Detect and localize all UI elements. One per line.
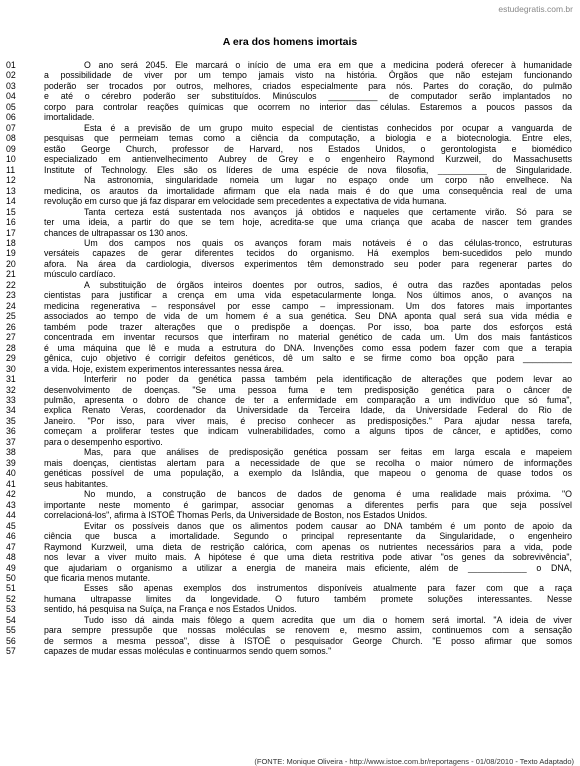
text-line (6, 238, 572, 248)
document-title: A era dos homens imortais (222, 36, 358, 48)
text-line (6, 123, 572, 133)
text-line (6, 81, 572, 91)
text-line (6, 322, 572, 332)
line-text: Interferir no poder da genética passa também pela identificação de alterações que podem levar ao (84, 374, 572, 385)
text-line (6, 228, 572, 238)
line-number: 13 (6, 185, 16, 196)
line-number: 12 (6, 175, 16, 186)
text-line (6, 332, 572, 342)
line-text: Tudo isso dá ainda mais fôlego a quem acredita que um dia o homem será imortal. "A ideia de viver (84, 614, 572, 625)
text-line (6, 60, 572, 70)
line-text: pulmão, apresenta o dobro de chance de ter a enfermidade em comparação a um indivíduo que só fuma", (44, 395, 572, 405)
text-line (6, 259, 572, 269)
line-number: 15 (6, 206, 16, 217)
text-line (6, 416, 572, 426)
text-line (6, 489, 572, 499)
line-text: especializado em antienvelhecimento Aubrey de Grey e o engenheiro Raymond Kurzweil, do Massachusetts (44, 154, 572, 165)
text-line (6, 594, 572, 604)
line-number: 02 (6, 70, 16, 81)
line-number: 04 (6, 91, 16, 102)
text-line (6, 207, 572, 217)
line-number: 29 (6, 353, 16, 364)
line-text: Janeiro. "Por isso, para viver mais, é preciso conhecer as predisposições." Para ajudar nessa tarefa, (44, 415, 572, 426)
text-line (6, 196, 572, 206)
line-text: ter uma ideia, a partir do que se tem hoje, acredita-se que uma criança que acaba de nascer tem grandes (44, 217, 572, 228)
line-text: imortalidade. (44, 112, 95, 123)
line-text: começam a proliferar testes que indicam vulnerabilidades, como a alguns tipos de câncer, e aptidões, como (44, 426, 572, 437)
text-line (6, 112, 572, 122)
text-line (6, 311, 572, 321)
text-line (6, 269, 572, 279)
line-number: 43 (6, 499, 16, 510)
text-line (6, 154, 572, 164)
line-number: 42 (6, 489, 16, 500)
text-line (6, 458, 572, 468)
text-line (6, 301, 572, 311)
line-number: 53 (6, 604, 16, 615)
text-line (6, 395, 572, 405)
line-text: A substituição de órgãos inteiros doentes por outros, sadios, é outra das razões apontadas pelos (84, 279, 572, 290)
line-text: No mundo, a construção de bancos de dados de genoma é uma realidade mais próxima. "O (84, 489, 572, 500)
text-line (6, 604, 572, 614)
text-line (6, 646, 572, 656)
line-text: medicina regenerativa – responsável por esse campo – impressionam. Um dos fatores mais importantes (44, 300, 572, 311)
line-number: 08 (6, 133, 16, 144)
line-number: 47 (6, 541, 16, 552)
line-number: 54 (6, 614, 16, 625)
line-text: músculo cardíaco. (44, 269, 116, 280)
text-line (6, 186, 572, 196)
line-text: estão George Church, professor de Harvard, nos Estados Unidos, o gerontologista e biomédico (44, 143, 572, 154)
line-text: O ano será 2045. Ele marcará o início de uma era em que a medicina poderá oferecer à humanidade (84, 60, 572, 70)
numbered-text (6, 60, 572, 657)
line-text: para o desempenho esportivo. (44, 436, 163, 447)
line-number: 11 (6, 164, 16, 175)
line-text: Na astronomia, singularidade nomeia um lugar no espaço onde um corpo não envelhece. Na (84, 175, 572, 186)
line-text: que ajudariam o organismo a utilizar a energia de maneira mais eficiente, além de ____________ o DNA, (44, 562, 572, 573)
text-line (6, 521, 572, 531)
line-number: 55 (6, 625, 16, 636)
line-number: 39 (6, 457, 16, 468)
line-text: para sempre pressupõe que nossas moléculas se renovem e, mesmo assim, continuemos com a sensação (44, 625, 572, 636)
text-line (6, 385, 572, 395)
line-number: 30 (6, 363, 16, 374)
line-number: 52 (6, 593, 16, 604)
line-number: 22 (6, 279, 16, 290)
line-text: versáteis capazes de gerar diferentes tecidos do organismo. Há exemplos bem-sucedidos pelo mundo (44, 248, 572, 259)
text-line (6, 500, 572, 510)
line-number: 07 (6, 122, 16, 133)
text-line (6, 542, 572, 552)
line-number: 50 (6, 572, 16, 583)
line-number: 49 (6, 562, 16, 573)
text-line (6, 353, 572, 363)
line-number: 36 (6, 426, 16, 437)
line-text: Um dos campos nos quais os avanços foram mais notáveis é o das células-tronco, estruturas (84, 237, 572, 248)
line-text: genéticas possível de uma população, a exemplo da Islândia, que mapeou o genoma de quase todos os (44, 468, 572, 479)
line-number: 05 (6, 101, 16, 112)
line-number: 16 (6, 217, 16, 228)
text-line (6, 447, 572, 457)
line-text: corpo para controlar reações químicas que ocorrem no interior das células. Estaremos a poucos passos da (44, 101, 572, 112)
text-line (6, 165, 572, 175)
line-number: 38 (6, 447, 16, 458)
text-line (6, 290, 572, 300)
line-text: medicina, os arautos da imortalidade afirmam que ela nada mais é do que uma consequência real de uma (44, 185, 572, 196)
line-text: desenvolvimento de doenças. "Se uma pessoa fuma e tem predisposição genética para o câncer de (44, 384, 572, 395)
text-line (6, 175, 572, 185)
text-line (6, 563, 572, 573)
line-text: Tanta certeza está sustentada nos avanços já obtidos e naqueles que certamente virão. Só para se (84, 206, 572, 217)
text-line (6, 343, 572, 353)
source-citation: (FONTE: Monique Oliveira - http://www.istoe.com.br/reportagens - 01/08/2010 - Texto Adaptado) (254, 757, 574, 766)
line-text: importante neste momento é garimpar, associar genomas a diferentes perfis para que seja possível (44, 499, 572, 510)
text-line (6, 437, 572, 447)
line-number: 33 (6, 395, 16, 405)
line-number: 21 (6, 269, 16, 280)
text-line (6, 364, 572, 374)
line-number: 01 (6, 60, 16, 70)
text-line (6, 144, 572, 154)
text-line (6, 405, 572, 415)
line-text: que ficaria menos mutante. (44, 572, 151, 583)
line-number: 09 (6, 143, 16, 154)
line-number: 35 (6, 415, 16, 426)
line-number: 24 (6, 300, 16, 311)
line-text: Esses são apenas exemplos dos instrumentos disponíveis atualmente para fazer com que a raça (84, 583, 572, 594)
text-line (6, 468, 572, 478)
line-number: 26 (6, 321, 16, 332)
line-number: 34 (6, 405, 16, 416)
text-line (6, 573, 572, 583)
line-text: a vida. Hoje, existem experimentos interessantes nessa área. (44, 363, 285, 374)
text-line (6, 625, 572, 635)
line-number: 40 (6, 468, 16, 479)
line-text: gênica, cujo objetivo é corrigir defeitos genéticos, dê um salto e se firme como boa opção para __________ (44, 353, 572, 364)
text-line (6, 91, 572, 101)
line-text: pesquisas que permeiam temas como a ciência da computação, a biologia e a biotecnologia. Entre eles, (44, 133, 572, 144)
line-number: 48 (6, 552, 16, 563)
text-line (6, 102, 572, 112)
text-line (6, 636, 572, 646)
text-line (6, 70, 572, 80)
text-line (6, 615, 572, 625)
line-text: chances de ultrapassar os 130 anos. (44, 227, 188, 238)
line-text: associados ao tempo de vida de um homem é a sua genética. Seu DNA aponta qual será sua vida média e (44, 311, 572, 322)
line-text: Esta é a previsão de um grupo muito especial de cientistas conhecidos por ocupar a vanguarda de (84, 122, 572, 133)
text-line (6, 531, 572, 541)
line-number: 41 (6, 478, 16, 489)
line-text: poderão ser trocados por outros, melhores, criados especialmente para nós. Partes do coração, do pulmão (44, 80, 572, 91)
line-number: 57 (6, 646, 16, 657)
line-text: Evitar os possíveis danos que os alimentos podem causar ao DNA também é um ponto de apoio da (84, 520, 572, 531)
site-watermark: estudegratis.com.br (498, 4, 573, 14)
line-number: 23 (6, 290, 16, 301)
line-text: sentido, há pesquisa na Suíça, na França e nos Estados Unidos. (44, 604, 297, 615)
line-number: 32 (6, 384, 16, 395)
line-text: concentrada em inventar recursos que interfiram no material genético de cada um. Um dos mais fantásticos (44, 332, 572, 343)
line-text: ciência que busca a imortalidade. Segundo o principal representante da Singularidade, o engenheiro (44, 531, 572, 542)
line-number: 45 (6, 520, 16, 531)
line-text: cientistas para justificar a crença em uma vida espetacularmente longa. Nos últimos anos, o avanços na (44, 290, 572, 301)
text-line (6, 479, 572, 489)
line-number: 27 (6, 332, 16, 343)
line-number: 37 (6, 436, 16, 447)
line-text: explica Renato Veras, coordenador da Universidade da Terceira Idade, da Universidade Federal do Rio de (44, 405, 572, 416)
line-text: nos levar a viver muito mais. A hipótese é que uma dieta restritiva pode ativar "os genes da sobrevivência", (44, 552, 572, 563)
line-text: é uma máquina que lê e muda a estrutura do DNA. Invenções como essa podem fazer com que a terapia (44, 342, 572, 353)
line-text: mais doenças, cientistas alertam para a necessidade de que se recolha o maior número de informações (44, 457, 572, 468)
line-text: revolução em curso que já faz disparar em velocidade sem precedentes a expectativa de vida humana. (44, 196, 447, 207)
line-number: 20 (6, 258, 16, 269)
line-text: também pode trazer alterações que o predispõe a doenças. Por isso, boa parte dos esforços está (44, 321, 572, 332)
line-text: capazes de mudar essas moléculas e continuarmos sendo quem somos." (44, 646, 332, 657)
line-number: 03 (6, 80, 16, 91)
line-text: afora. Na área da cardiologia, diversos experimentos têm demonstrado seu poder para regenerar partes do (44, 258, 572, 269)
line-number: 19 (6, 248, 16, 259)
line-text: Mas, para que análises de predisposição genética possam ser feitas em larga escala e mapeiem (84, 447, 572, 458)
line-number: 18 (6, 237, 16, 248)
line-number: 51 (6, 583, 16, 594)
line-text: e até o cérebro poderão ser substituídos. Minúsculos __________ de computador serão implantados no (44, 91, 572, 102)
line-number: 17 (6, 227, 16, 238)
line-number: 46 (6, 531, 16, 542)
text-line (6, 280, 572, 290)
line-text: de sermos a mesma pessoa", disse à ISTOÉ o pesquisador George Church. "E posso afirmar que somos (44, 635, 572, 646)
text-line (6, 217, 572, 227)
line-text: Raymond Kurzweil, uma dieta de restrição calórica, com apenas os nutrientes necessários para a vida, pode (44, 541, 572, 552)
text-line (6, 374, 572, 384)
line-text: correlacioná-los", afirma à ISTOÉ Thomas Perls, da Universidade de Boston, nos Estados Unidos. (44, 510, 428, 521)
line-text: seus habitantes. (44, 478, 109, 489)
text-line (6, 552, 572, 562)
line-number: 25 (6, 311, 16, 322)
text-line (6, 583, 572, 593)
line-text: humana ultrapasse limites da longevidade. O futuro também promete soluções interessantes. Nesse (44, 593, 572, 604)
text-line (6, 248, 572, 258)
line-number: 14 (6, 196, 16, 207)
line-text: a possibilidade de viver por um tempo jamais visto na história. Órgãos que não estejam funcionando (44, 70, 572, 81)
line-number: 56 (6, 635, 16, 646)
line-text: Institute of Technology. Eles são os líderes de uma espécie de nova filosofia, __________ de Singularidade. (44, 164, 572, 175)
line-number: 10 (6, 154, 16, 165)
line-number: 44 (6, 510, 16, 521)
line-number: 28 (6, 342, 16, 353)
text-line (6, 510, 572, 520)
text-line (6, 133, 572, 143)
line-number: 31 (6, 374, 16, 385)
text-line (6, 426, 572, 436)
line-number: 06 (6, 112, 16, 123)
